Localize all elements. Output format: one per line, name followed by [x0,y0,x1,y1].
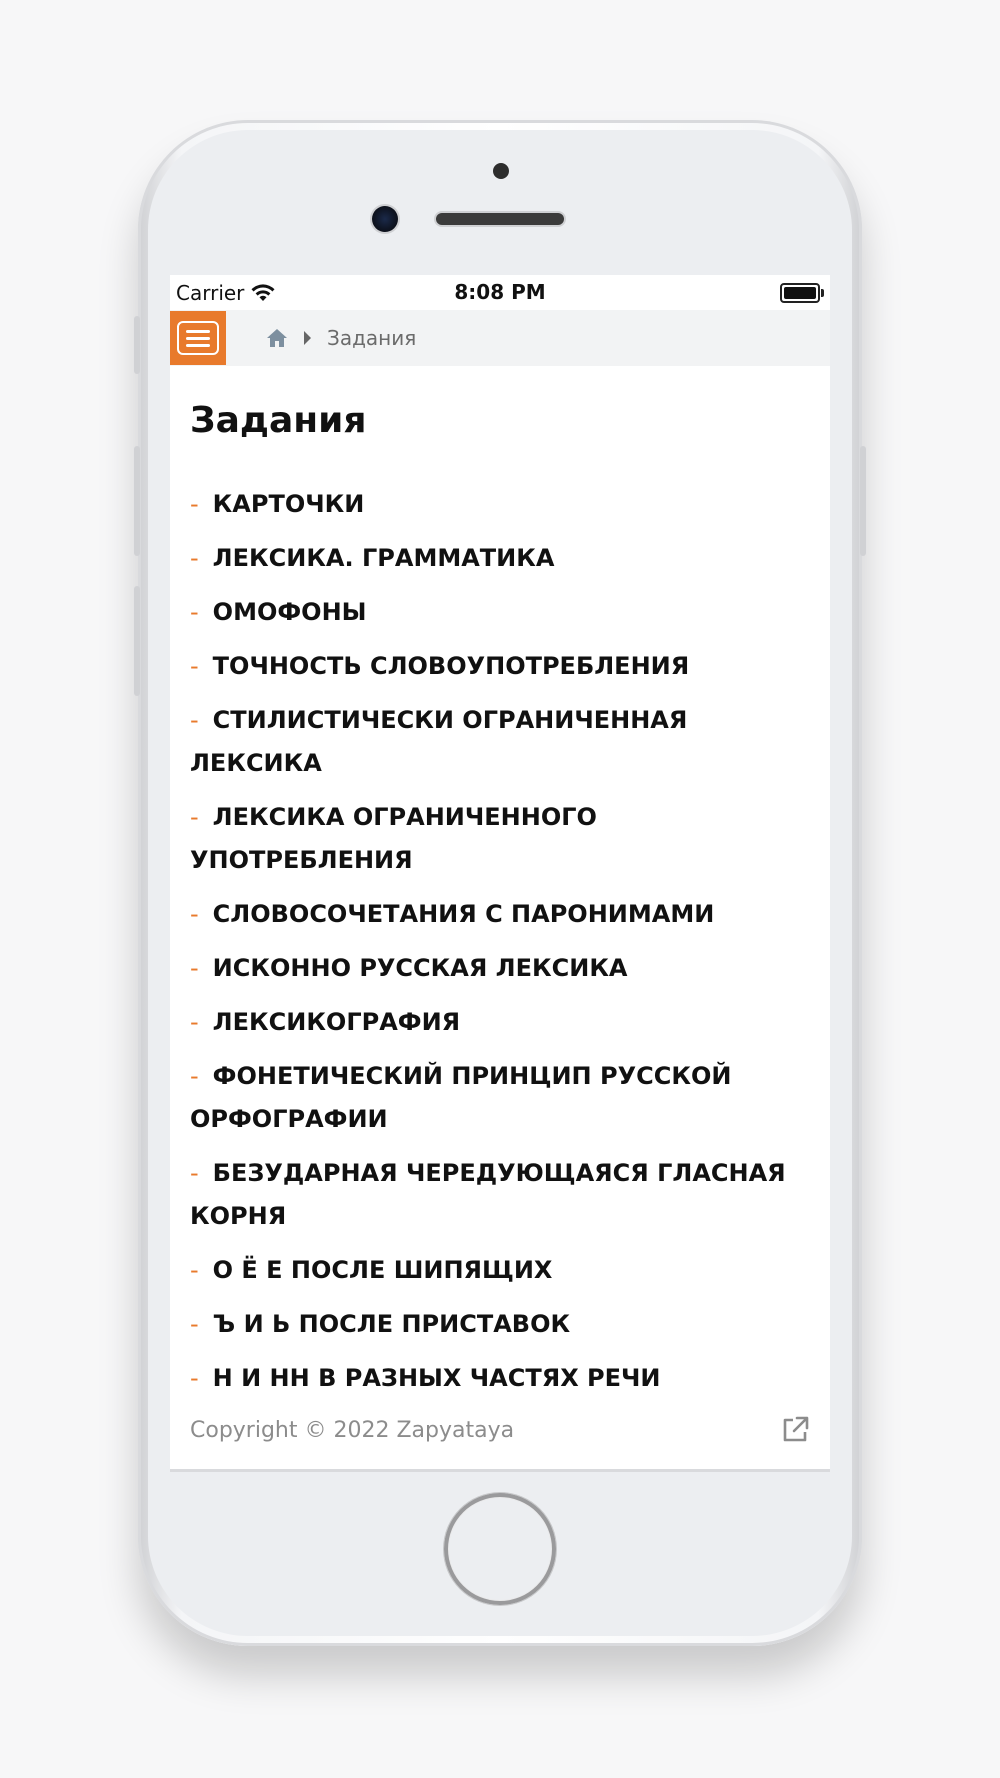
list-dash: - [190,803,199,831]
task-link-label: Н И НН В РАЗНЫХ ЧАСТЯХ РЕЧИ [212,1364,661,1392]
volume-down-button [134,586,140,696]
breadcrumb-separator-icon [304,331,311,345]
front-sensor [493,163,509,179]
task-link[interactable] [190,1152,810,1238]
status-time: 8:08 PM [454,280,546,304]
app-screen [170,275,830,1469]
power-button [860,446,866,556]
task-link-label: О Ё Е ПОСЛЕ ШИПЯЩИХ [212,1256,553,1284]
list-dash: - [190,490,199,518]
volume-up-button [134,446,140,556]
list-dash: - [190,900,199,928]
task-link[interactable] [190,1001,810,1044]
list-dash: - [190,1159,199,1187]
task-link[interactable] [190,1055,810,1141]
list-dash: - [190,1310,199,1338]
menu-button[interactable] [170,311,226,365]
task-link[interactable] [190,1357,810,1400]
task-list [190,483,810,1400]
earpiece-speaker [436,213,564,225]
task-link[interactable] [190,1303,810,1346]
task-link[interactable] [190,537,810,580]
list-dash: - [190,544,199,572]
task-link[interactable] [190,483,810,526]
task-link-label: СТИЛИСТИЧЕСКИ ОГРАНИЧЕННАЯ ЛЕКСИКА [190,706,688,777]
page-title: Задания [190,400,367,441]
task-link-label: ЛЕКСИКА ОГРАНИЧЕННОГО УПОТРЕБЛЕНИЯ [190,803,597,874]
task-link-label: ОМОФОНЫ [212,598,367,626]
list-dash: - [190,598,199,626]
list-dash: - [190,1008,199,1036]
list-dash: - [190,954,199,982]
breadcrumb-current: Задания [327,326,417,350]
status-bar [170,275,830,310]
task-link-label: Ъ И Ь ПОСЛЕ ПРИСТАВОК [212,1310,571,1338]
battery-icon [780,283,820,303]
hamburger-menu-icon [177,321,219,355]
task-link-label: КАРТОЧКИ [212,490,365,518]
top-navigation-bar [170,310,830,366]
home-button[interactable] [444,1493,556,1605]
list-dash: - [190,652,199,680]
task-link-label: СЛОВОСОЧЕТАНИЯ С ПАРОНИМАМИ [212,900,715,928]
task-link-label: ТОЧНОСТЬ СЛОВОУПОТРЕБЛЕНИЯ [212,652,690,680]
front-camera [372,206,398,232]
list-dash: - [190,706,199,734]
task-link-label: ЛЕКСИКА. ГРАММАТИКА [212,544,555,572]
task-link[interactable] [190,1249,810,1292]
home-icon[interactable] [266,328,288,348]
task-link[interactable] [190,645,810,688]
list-dash: - [190,1256,199,1284]
task-link-label: ИСКОННО РУССКАЯ ЛЕКСИКА [212,954,628,982]
mute-switch [134,316,140,374]
task-link-label: ЛЕКСИКОГРАФИЯ [212,1008,461,1036]
task-link[interactable] [190,893,810,936]
task-link[interactable] [190,947,810,990]
copyright-text: Copyright © 2022 Zapyataya [190,1417,515,1443]
task-link-label: БЕЗУДАРНАЯ ЧЕРЕДУЮЩАЯСЯ ГЛАСНАЯ КОРНЯ [190,1159,786,1230]
external-link-icon[interactable] [780,1415,810,1445]
breadcrumb [266,326,416,350]
task-link[interactable] [190,591,810,634]
carrier-label: Carrier [176,280,245,305]
list-dash: - [190,1062,199,1090]
footer [190,1415,810,1445]
task-link[interactable] [190,699,810,785]
screen-edge [170,1469,830,1472]
list-dash: - [190,1364,199,1392]
main-content [170,400,830,1400]
task-link-label: ФОНЕТИЧЕСКИЙ ПРИНЦИП РУССКОЙ ОРФОГРАФИИ [190,1062,732,1133]
task-link[interactable] [190,796,810,882]
